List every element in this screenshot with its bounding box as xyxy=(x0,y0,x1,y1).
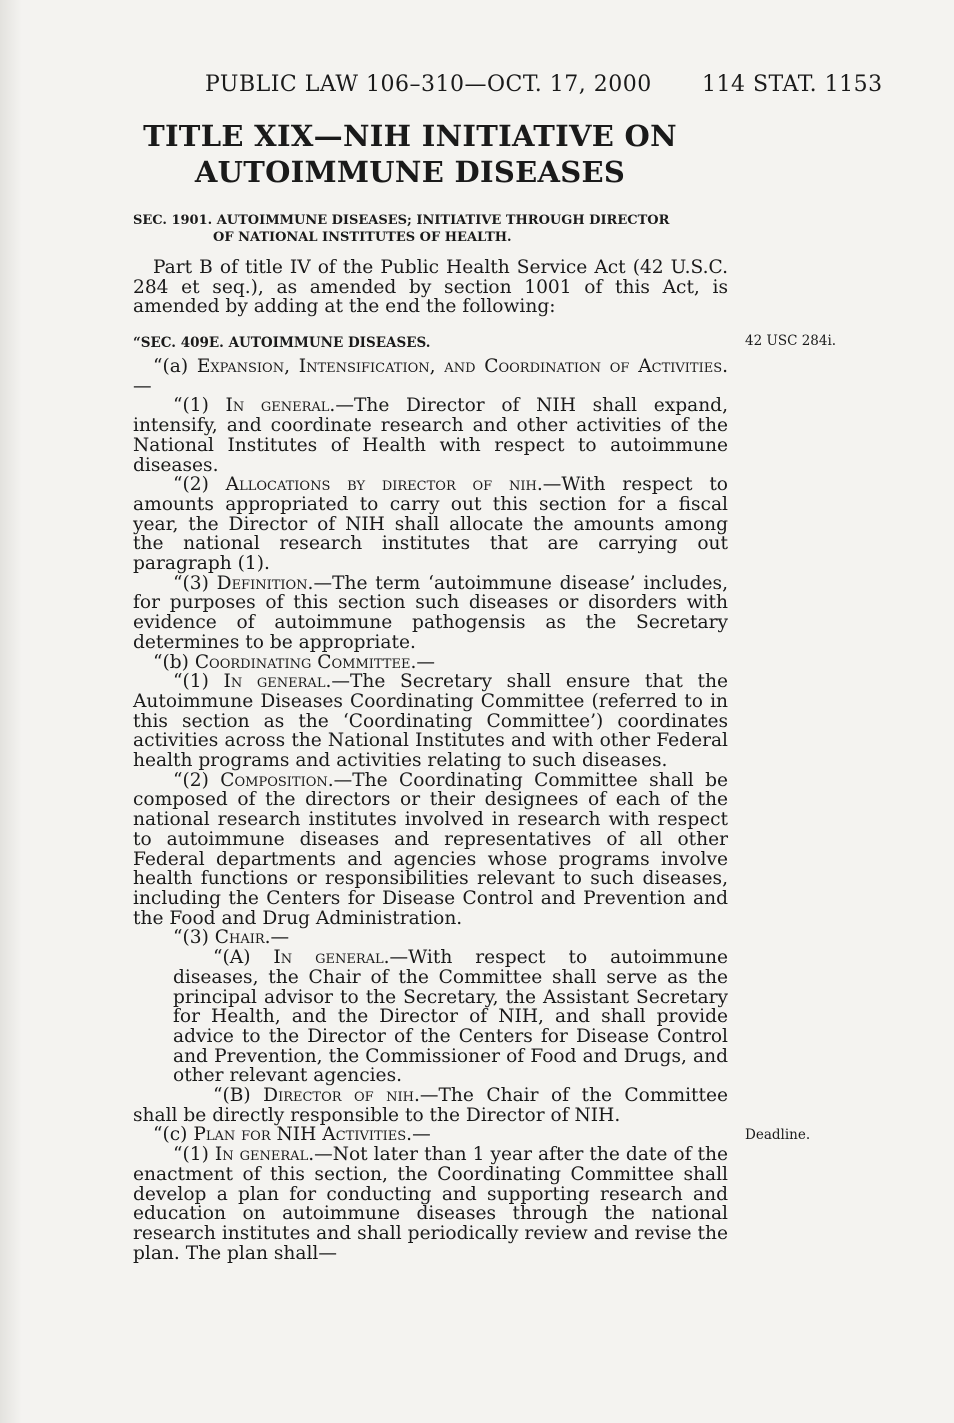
section-heading xyxy=(133,212,728,246)
title-heading xyxy=(20,118,800,190)
section-intro xyxy=(133,258,728,317)
paragraph-b3a: “(A) In general.—With respect to autoimmune diseases, the Chair of the Committee shall serve as the principal advisor to the Secretary, the Assistant Secretary for Health, and the Director of NIH, and shall provide advice to the Director of the Centers for Disease Control and Prevention, the Commissioner of Food and Drugs, and other relevant agencies. xyxy=(173,947,728,1087)
paragraph-a2: “(2) Allocations by director of nih.—With respect to amounts appropriated to carry out this section for a fiscal year, the Director of NIH shall allocate the amounts among the national research institutes that are carrying out paragraph (1). xyxy=(133,474,728,575)
paragraph-b1: “(1) In general.—The Secretary shall ensure that the Autoimmune Diseases Coordinating Committee (referred to in this section as the ‘Coordinating Committee’) coordinates activities across the National Institutes and with other Federal health programs and activities relating to such diseases. xyxy=(133,671,728,772)
section-heading-line-2: OF NATIONAL INSTITUTES OF HEALTH. xyxy=(213,230,512,245)
intro-paragraph: Part B of title IV of the Public Health Service Act (42 U.S.C. 284 et seq.), as amended by section 1001 of this Act, is amended by adding at the end the following: xyxy=(133,257,728,318)
title-line-2: AUTOIMMUNE DISEASES xyxy=(194,155,626,189)
scan-edge xyxy=(0,0,22,1423)
running-header-stat: 114 STAT. 1153 xyxy=(702,72,883,97)
subsection-c-heading: “(c) Plan for NIH Activities.— xyxy=(153,1124,431,1146)
section-text xyxy=(133,357,728,1263)
section-heading-line-1: SEC. 1901. AUTOIMMUNE DISEASES; INITIATIVE THROUGH DIRECTOR xyxy=(133,213,670,228)
subsection-b-heading: “(b) Coordinating Committee.— xyxy=(153,651,435,673)
paragraph-a3: “(3) Definition.—The term ‘autoimmune disease’ includes, for purposes of this section such diseases or disorders with evidence of autoimmune pathogensis as the Secretary determines to be appropriate. xyxy=(133,572,728,653)
paragraph-b2: “(2) Composition.—The Coordinating Committee shall be composed of the directors or their designees of each of the national research institutes involved in research with respect to autoimmune diseases and representatives of all other Federal departments and agencies whose programs involve health functions or responsibilities relevant to such diseases, including the Centers for Disease Control and Prevention and the Food and Drug Administration. xyxy=(133,769,728,929)
margin-note-deadline: Deadline. xyxy=(745,1127,811,1143)
running-header-law: PUBLIC LAW 106–310—OCT. 17, 2000 xyxy=(205,72,652,97)
subsection-a-heading: “(a) Expansion, Intensification, and Coordination of Activities.— xyxy=(133,356,729,397)
paragraph-b3b: “(B) Director of nih.—The Chair of the Committee shall be directly responsible to the Director of NIH. xyxy=(133,1085,729,1126)
paragraph-a1: “(1) In general.—The Director of NIH shall expand, intensify, and coordinate research and other activities of the National Institutes of Health with respect to autoimmune diseases. xyxy=(133,395,728,476)
paragraph-b3: “(3) Chair.— xyxy=(173,927,290,949)
paragraph-c1: “(1) In general.—Not later than 1 year after the date of the enactment of this section, the Coordinating Committee shall develop a plan for conducting and supporting research and education on autoimmune diseases through the national research institutes and shall periodically review and revise the plan. The plan shall— xyxy=(133,1144,728,1264)
margin-note-usc: 42 USC 284i. xyxy=(745,333,837,349)
sec-409e-heading: “SEC. 409E. AUTOIMMUNE DISEASES. xyxy=(133,335,431,351)
title-line-1: TITLE XIX—NIH INITIATIVE ON xyxy=(143,119,677,153)
